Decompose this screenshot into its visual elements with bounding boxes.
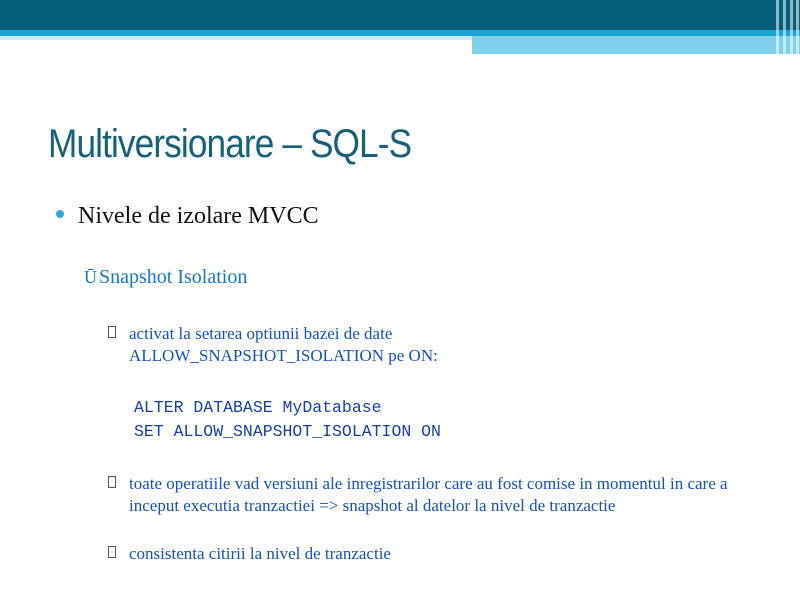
- header-bar-dark: [0, 0, 800, 30]
- bullet-level1-text: Nivele de izolare MVCC: [78, 203, 319, 229]
- bullet-level1: [56, 203, 319, 230]
- bullet-box-icon: [108, 476, 116, 488]
- bullet-level3-text: toate operatiile vad versiuni ale inregistrarilor care au fost comise in momentul in care a inceput executia tranzactiei => snapshot al datelor la nivel de tranzactie: [129, 474, 728, 515]
- bullet-level3-item: [108, 473, 748, 517]
- code-line: ALTER DATABASE MyDatabase: [134, 398, 382, 417]
- slide-title: Multiversionare – SQL-S: [48, 122, 412, 166]
- bullet-level3-item: [108, 323, 548, 367]
- bullet-level2-marker: Ū: [84, 267, 97, 287]
- bullet-level3-item: [108, 543, 748, 565]
- bullet-dot-icon: [56, 210, 64, 218]
- code-line: SET ALLOW_SNAPSHOT_ISOLATION ON: [134, 422, 441, 441]
- bullet-box-icon: [108, 326, 116, 338]
- header-bar-accent: [472, 36, 800, 54]
- header-stripes: [772, 0, 800, 54]
- bullet-level2: [84, 266, 247, 289]
- code-block: [134, 396, 441, 444]
- bullet-level3-text: consistenta citirii la nivel de tranzactie: [129, 544, 391, 563]
- header-bar-pale: [0, 36, 472, 40]
- bullet-level3-text: activat la setarea optiunii bazei de date ALLOW_SNAPSHOT_ISOLATION pe ON:: [129, 324, 438, 365]
- bullet-box-icon: [108, 546, 116, 558]
- bullet-level2-text: Snapshot Isolation: [99, 266, 248, 288]
